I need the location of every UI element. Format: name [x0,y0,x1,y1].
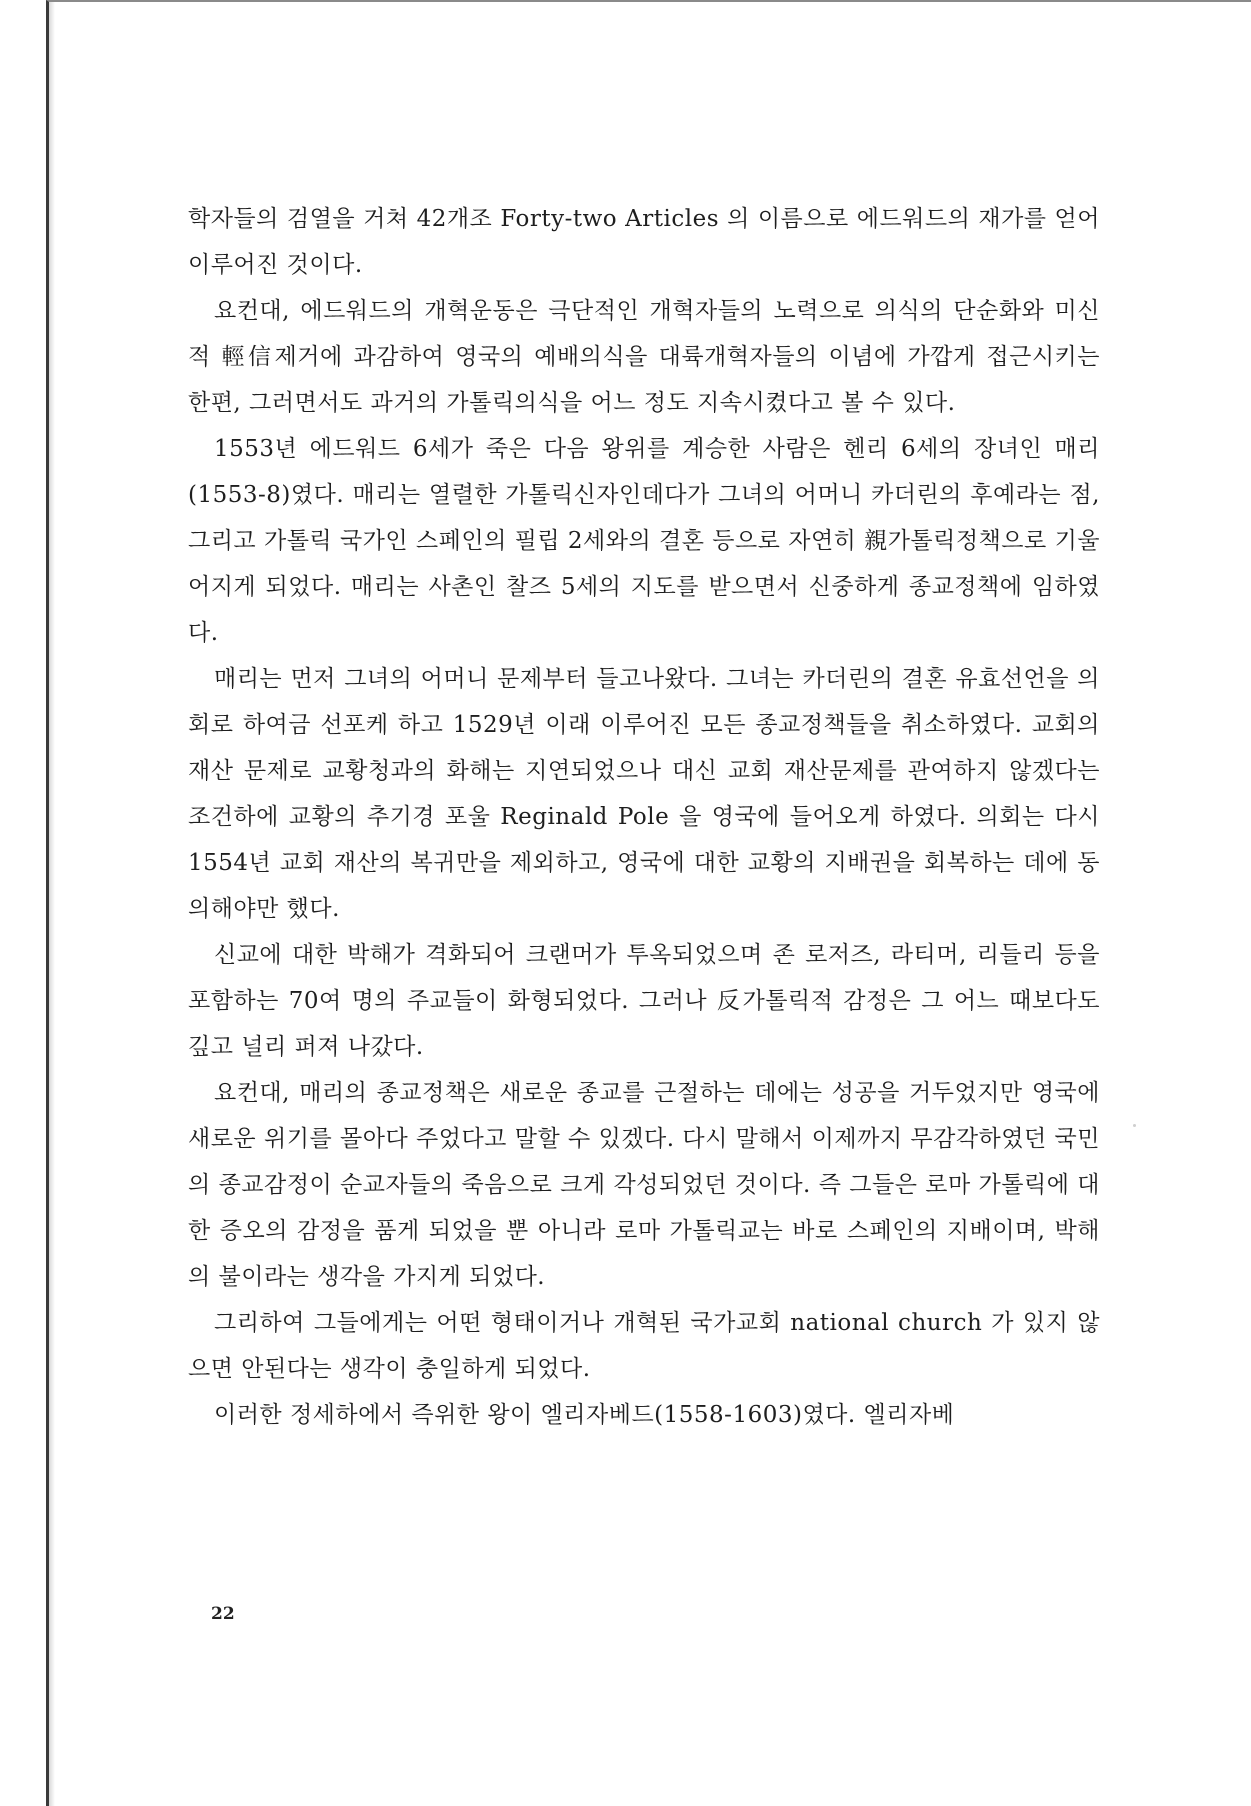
paragraph-7: 그리하여 그들에게는 어떤 형태이거나 개혁된 국가교회 national church 가 있지 않으면 안된다는 생각이 충일하게 되었다. [188,1310,1100,1382]
scan-speck [1133,1124,1136,1127]
paragraph-3: 1553년 에드워드 6세가 죽은 다음 왕위를 계승한 사람은 헨리 6세의 장녀인 매리(1553-8)였다. 매리는 열렬한 가톨릭신자인데다가 그녀의 어머니 카더린의 후예라는 점, 그리고 가톨릭 국가인 스페인의 필립 2세와의 결혼 등으로 자연히 親가톨릭정책으로 기울어지게 되었다. 매리는 사촌인 찰즈 5세의 지도를 받으면서 신중하게 종교정책에 임하였다. [188,436,1100,646]
body-text [188,196,1100,1438]
paragraph-8: 이러한 정세하에서 즉위한 왕이 엘리자베드(1558-1603)였다. 엘리자베 [214,1402,955,1428]
paragraph-1: 학자들의 검열을 거쳐 42개조 Forty-two Articles 의 이름으로 에드워드의 재가를 얻어 이루어진 것이다. [188,206,1100,278]
paragraph-2: 요컨대, 에드워드의 개혁운동은 극단적인 개혁자들의 노력으로 의식의 단순화와 미신적 輕信제거에 과감하여 영국의 예배의식을 대륙개혁자들의 이념에 가깝게 접근시키는 한편, 그러면서도 과거의 가톨릭의식을 어느 정도 지속시켰다고 볼 수 있다. [188,298,1100,416]
paragraph-5: 신교에 대한 박해가 격화되어 크랜머가 투옥되었으며 존 로저즈, 라티머, 리들리 등을 포함하는 70여 명의 주교들이 화형되었다. 그러나 反가톨릭적 감정은 그 어느 때보다도 깊고 널리 퍼져 나갔다. [188,942,1100,1060]
binding-shadow [49,2,55,1806]
paragraph-4: 매리는 먼저 그녀의 어머니 문제부터 들고나왔다. 그녀는 카더린의 결혼 유효선언을 의회로 하여금 선포케 하고 1529년 이래 이루어진 모든 종교정책들을 취소하였다. 교회의 재산 문제로 교황청과의 화해는 지연되었으나 대신 교회 재산문제를 관여하지 않겠다는 조건하에 교황의 추기경 포울 Reginald Pole 을 영국에 들어오게 하였다. 의회는 다시 1554년 교회 재산의 복귀만을 제외하고, 영국에 대한 교황의 지배권을 회복하는 데에 동의해야만 했다. [188,666,1100,922]
paragraph-6: 요컨대, 매리의 종교정책은 새로운 종교를 근절하는 데에는 성공을 거두었지만 영국에 새로운 위기를 몰아다 주었다고 말할 수 있겠다. 다시 말해서 이제까지 무감각하였던 국민의 종교감정이 순교자들의 죽음으로 크게 각성되었던 것이다. 즉 그들은 로마 가톨릭에 대한 증오의 감정을 품게 되었을 뿐 아니라 로마 가톨릭교는 바로 스페인의 지배이며, 박해의 불이라는 생각을 가지게 되었다. [188,1080,1100,1290]
page-number: 22 [211,1604,235,1624]
